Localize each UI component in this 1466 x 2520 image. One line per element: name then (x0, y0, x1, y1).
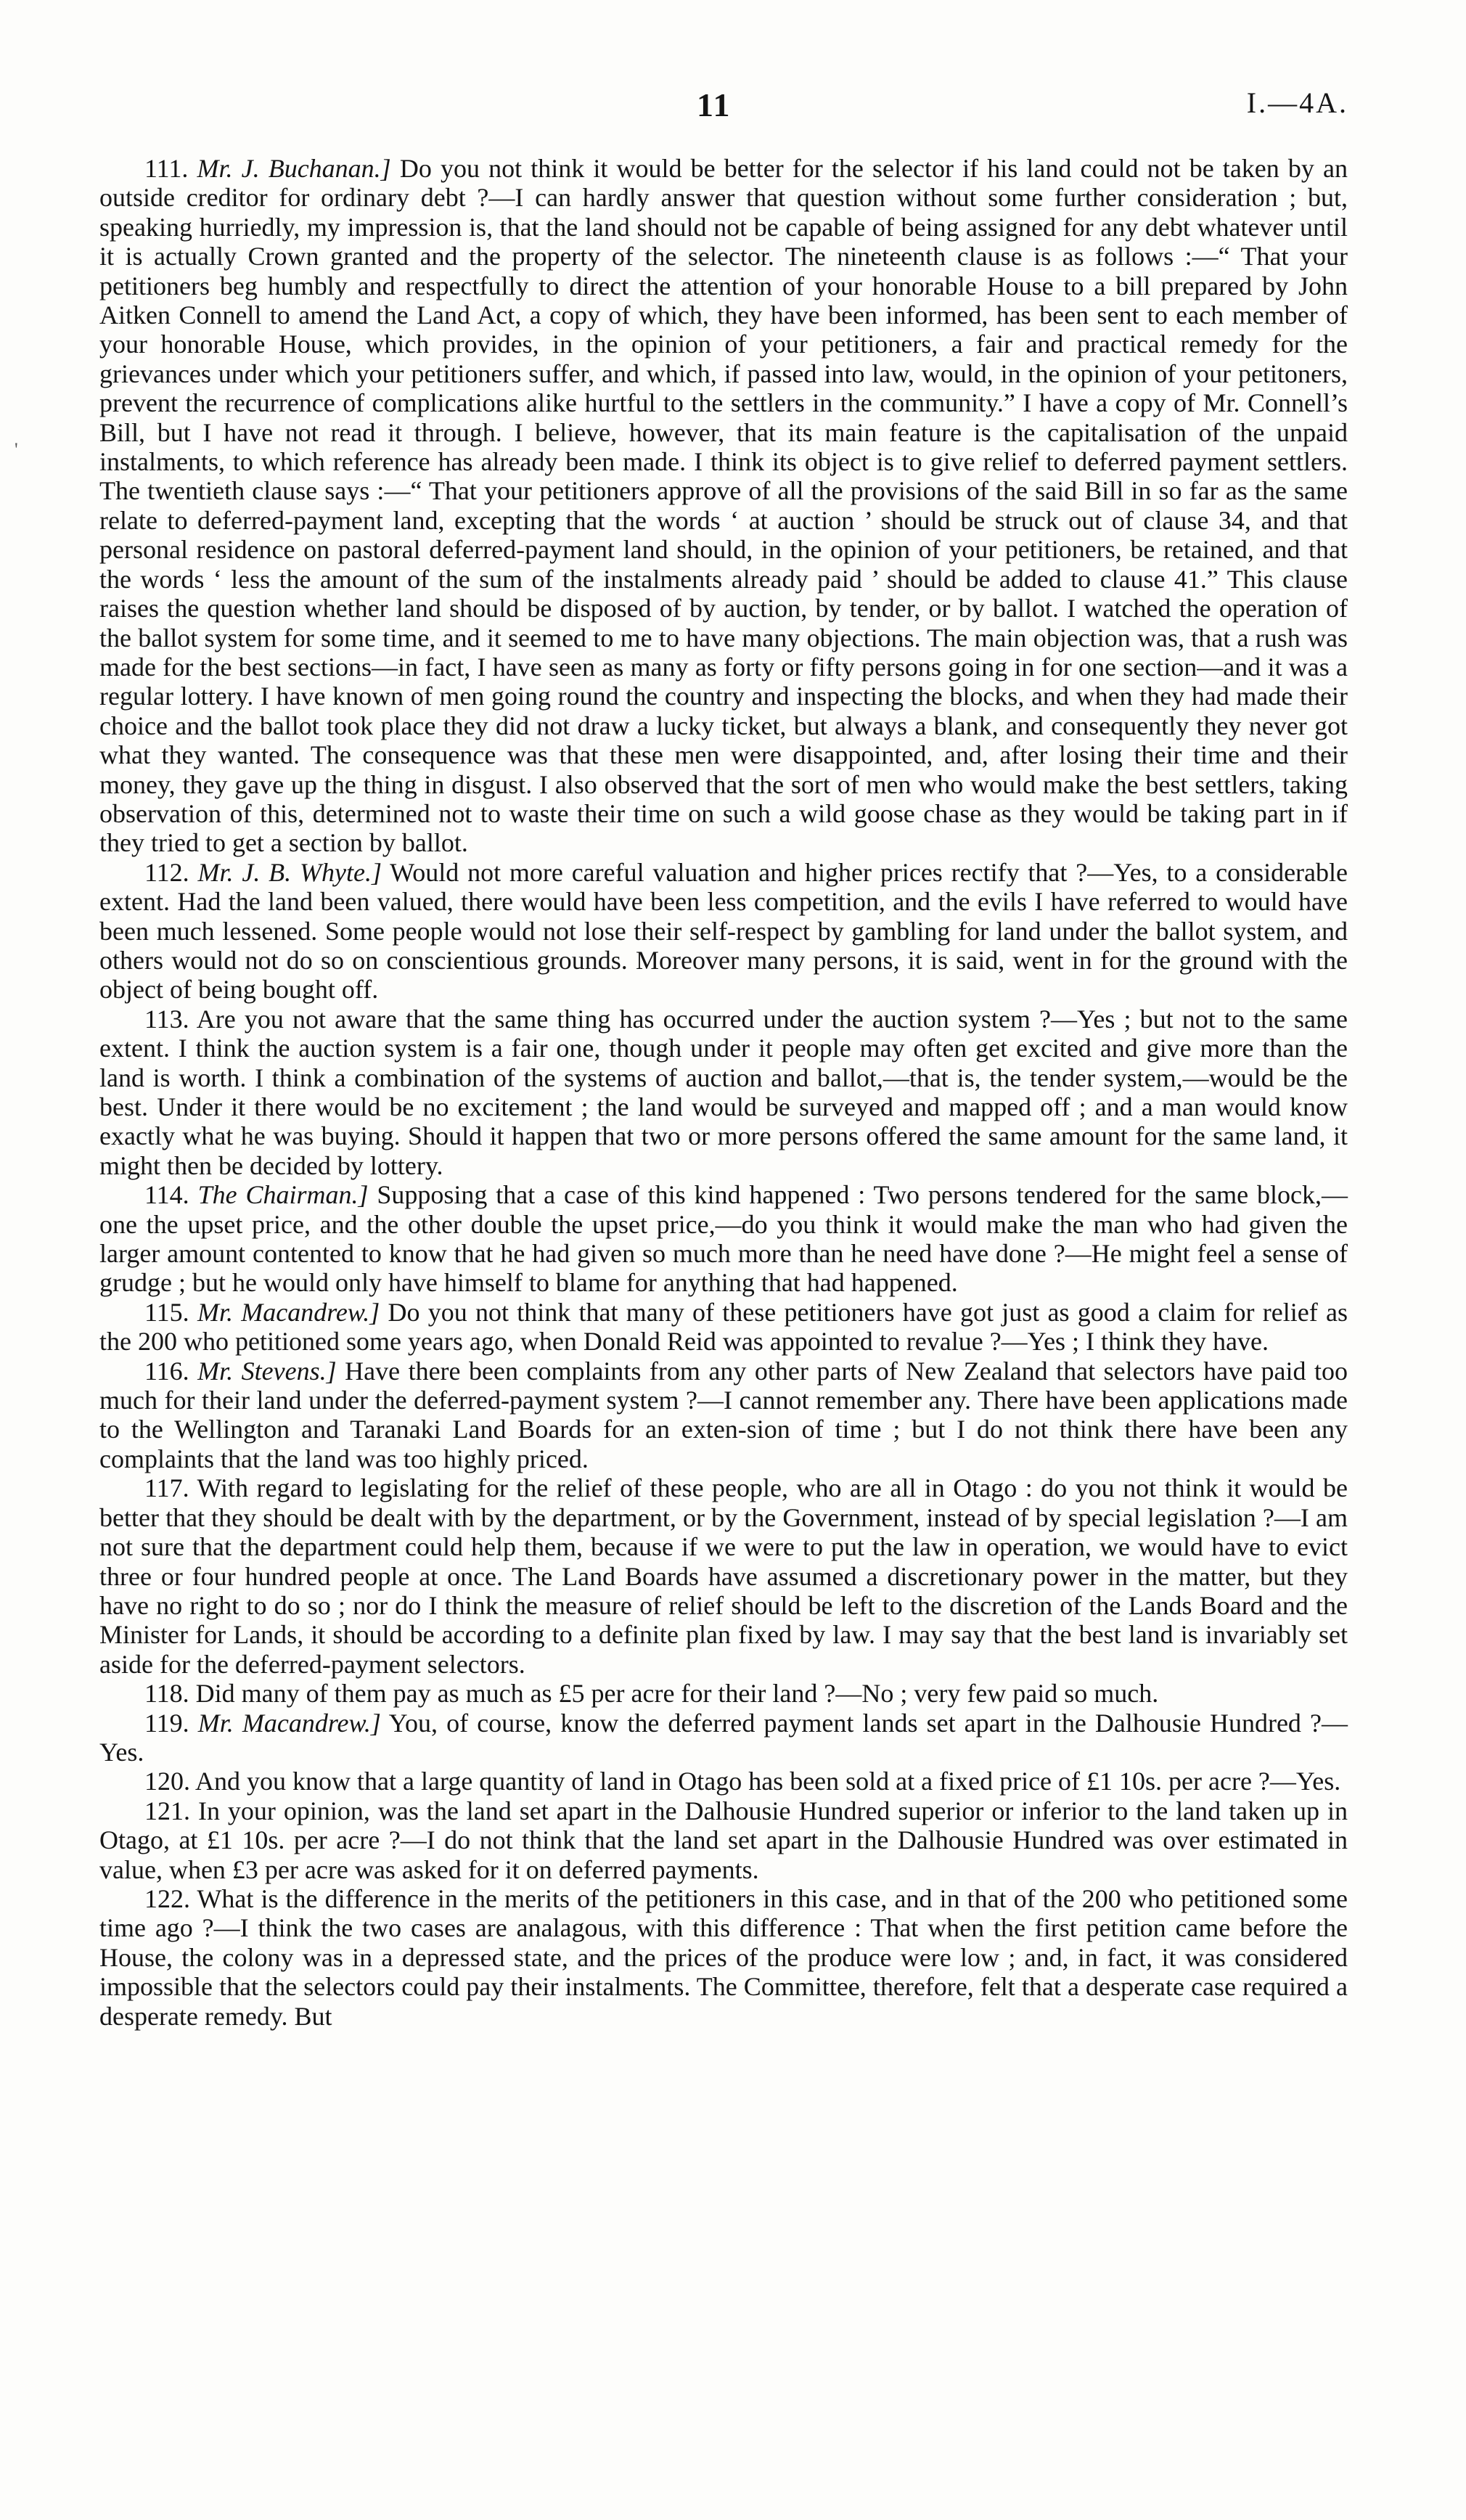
question-number: 114. (144, 1180, 189, 1210)
paragraph-text: Supposing that a case of this kind happened : Two persons tendered for the same block,—one the upset price, and the other double the upset price,—do you think it would make the man who had given the larger amount contented to know that he had given so much more than he need have done ?—He might feel a sense of grudge ; but he would only have himself to blame for anything that had happened. (99, 1180, 1348, 1298)
question-paragraph-114 (99, 1180, 1348, 1298)
question-number: 120. (144, 1767, 190, 1796)
document-reference: I.—4A. (1246, 86, 1348, 119)
page-number: 11 (697, 86, 732, 123)
paragraph-text: Would not more careful valuation and higher prices rectify that ?—Yes, to a considerable extent. Had the land been valued, there would have been less competition, and the evils I have referred to would have been much lessened. Some people would not lose their self-respect by gambling for land under the ballot system, and others would not do so on conscientious grounds. Moreover many persons, it is said, went in for the ground with the object of being bought off. (99, 857, 1348, 1005)
question-number: 111. (144, 154, 189, 183)
paragraph-text: Did many of them pay as much as £5 per acre for their land ?—No ; very few paid so much. (189, 1679, 1159, 1709)
question-paragraph-115 (99, 1298, 1348, 1357)
question-number: 118. (144, 1679, 189, 1709)
question-number: 122. (144, 1883, 190, 1913)
question-number: 112. (144, 857, 189, 887)
paragraph-text: In your opinion, was the land set apart in the Dalhousie Hundred superior or inferior to the land taken up in Otago, at £1 10s. per acre ?—I do not think that the land set apart in the Dalhousie Hundred was over estimated in value, when £3 per acre was asked for it on deferred payments. (99, 1796, 1348, 1884)
page-header (0, 86, 1466, 129)
margin-mark: ' (15, 439, 18, 460)
question-paragraph-120 (99, 1767, 1348, 1796)
paragraph-text: Are you not aware that the same thing has occurred under the auction system ?—Yes ; but not to the same extent. I think the auction system is a fair one, though under it people may often get excited and give more than the land is worth. I think a combination of the systems of auction and ballot,—that is, the tender system,—would be the best. Under it there would be no excitement ; the land would be surveyed and mapped off ; and a man would know exactly what he was buying. Should it happen that two or more persons offered the same amount for the same land, it might then be decided by lottery. (99, 1004, 1348, 1180)
paragraph-text: Do you not think that many of these petitioners have got just as good a claim for relief as the 200 who petitioned some years ago, when Donald Reid was appointed to revalue ?—Yes ; I think they have. (99, 1297, 1348, 1357)
question-number: 113. (144, 1004, 189, 1034)
question-number: 121. (144, 1796, 190, 1825)
question-number: 117. (144, 1473, 189, 1503)
paragraph-text: What is the difference in the merits of the petitioners in this case, and in that of the 200 who petitioned some time ago ?—I think the two cases are analagous, with this difference : That when the first petition came before the House, the colony was in a depressed state, and the prices of the produce were low ; and, in fact, it was considered impossible that the selectors could pay their instalments. The Committee, therefore, felt that a desperate case required a desperate remedy. But (99, 1883, 1348, 2031)
paragraph-text: And you know that a large quantity of land in Otago has been sold at a fixed price of £1 10s. per acre ?—Yes. (190, 1767, 1341, 1796)
paragraph-text: With regard to legislating for the relief of these people, who are all in Otago : do you not think it would be better that they should be dealt with by the department, or by the Government, instead of by special legislation ?—I am not sure that the department could help them, because if we were to put the law in operation, we would have to evict three or four hundred people at once. The Land Boards have assumed a discretionary power in the matter, but they have no right to do so ; nor do I think the measure of relief should be left to the discretion of the Lands Board and the Minister for Lands, it should be according to a definite plan fixed by law. I may say that the best land is invariably set aside for the deferred-payment selectors. (99, 1473, 1348, 1679)
speaker-name: Mr. Stevens.] (197, 1356, 337, 1386)
question-paragraph-121 (99, 1796, 1348, 1884)
paragraph-text: Have there been complaints from any other parts of New Zealand that selectors have paid too much for their land under the deferred-payment system ?—I cannot remember any. There have been applications made to the Wellington and Taranaki Land Boards for an exten-sion of time ; but I do not think there have been any complaints that the land was too highly priced. (99, 1356, 1348, 1473)
question-paragraph-117 (99, 1473, 1348, 1679)
speaker-name: Mr. Macandrew.] (197, 1708, 381, 1738)
paragraph-text: Do you not think it would be better for the selector if his land could not be taken by an outside creditor for ordinary debt ?—I can hardly answer that question without some further consideration ; but, speaking hurriedly, my impression is, that the land should not be capable of being assigned for any debt whatever until it is actually Crown granted and the property of the selector. The nineteenth clause is as follows :—“ That your petitioners beg humbly and respectfully to direct the attention of your honorable House to a bill prepared by John Aitken Connell to amend the Land Act, a copy of which, they have been informed, has been sent to each member of your honorable House, which provides, in the opinion of your petitioners, a fair and practical remedy for the grievances under which your petitioners suffer, and which, if passed into law, would, in the opinion of your petitoners, prevent the recurrence of complications alike hurtful to the settlers in the community.” I have a copy of Mr. Connell’s Bill, but I have not read it through. I believe, however, that its main feature is the capitalisation of the unpaid instalments, to which reference has already been made. I think its object is to give relief to deferred payment settlers. The twentieth clause says :—“ That your petitioners approve of all the provisions of the said Bill in so far as the same relate to deferred-payment land, excepting that the words ‘ at auction ’ should be struck out of clause 34, and that personal residence on pastoral deferred-payment land should, in the opinion of your petitioners, be retained, and that the words ‘ less the amount of the sum of the instalments already paid ’ should be added to clause 41.” This clause raises the question whether land should be disposed of by auction, by tender, or by ballot. I watched the operation of the ballot system for some time, and it seemed to me to have many objections. The main objection was, that a rush was made for the best sections—in fact, I have seen as many as forty or fifty persons going in for one section—and it was a regular lottery. I have known of men going round the country and inspecting the blocks, and when they had made their choice and the ballot took place they did not draw a lucky ticket, but always a blank, and consequently they never got what they wanted. The consequence was that these men were disappointed, and, after losing their time and their money, they gave up the thing in disgust. I also observed that the sort of men who would make the best settlers, taking observation of this, determined not to waste their time on such a wild goose chase as they would be taking part in if they tried to get a section by ballot. (99, 154, 1348, 858)
question-paragraph-112 (99, 858, 1348, 1005)
question-paragraph-119 (99, 1709, 1348, 1767)
question-paragraph-111 (99, 154, 1348, 858)
question-paragraph-113 (99, 1005, 1348, 1180)
question-paragraph-116 (99, 1357, 1348, 1474)
document-body (99, 154, 1348, 2031)
speaker-name: Mr. Macandrew.] (197, 1297, 380, 1327)
speaker-name: Mr. J. B. Whyte.] (197, 857, 382, 887)
speaker-name: The Chairman.] (197, 1180, 369, 1210)
paragraph-text: You, of course, know the deferred payment lands set apart in the Dalhousie Hundred ?—Yes. (99, 1708, 1348, 1767)
question-paragraph-122 (99, 1884, 1348, 2031)
speaker-name: Mr. J. Buchanan.] (197, 154, 391, 183)
question-number: 115. (144, 1297, 189, 1327)
question-paragraph-118 (99, 1679, 1348, 1708)
question-number: 116. (144, 1356, 189, 1386)
question-number: 119. (144, 1708, 189, 1738)
